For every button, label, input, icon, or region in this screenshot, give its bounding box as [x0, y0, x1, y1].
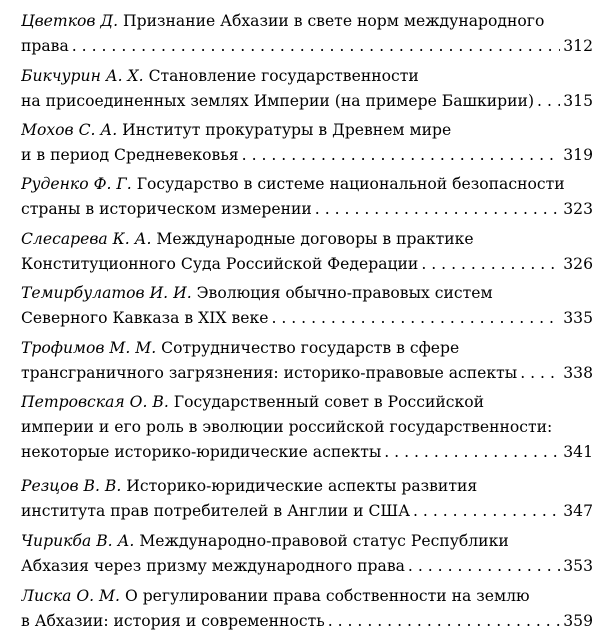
toc-entry-last-line [21, 554, 593, 579]
entry-title-line: Государственный совет в Российской [173, 393, 485, 411]
author-name: Темирбулатов И. И. [21, 284, 192, 302]
toc-entry-first-line [21, 172, 593, 197]
entry-title-line: империи и его роль в эволюции российской государственности: [21, 418, 553, 436]
dot-leader [328, 609, 561, 634]
page-number: 312 [563, 37, 593, 55]
toc-entry [21, 584, 593, 634]
toc-entry-middle-line [21, 415, 593, 440]
entry-title-line: Сотрудничество государств в сфере [161, 339, 460, 357]
dot-leader [413, 499, 560, 524]
entry-title-last: и в период Средневековья [21, 146, 239, 164]
toc-entry-last-line [21, 609, 593, 634]
toc-entry-last-line [21, 499, 593, 524]
page-number: 315 [563, 92, 593, 110]
entry-title-line: Международно-правовой статус Республики [139, 532, 509, 550]
author-name: Петровская О. В. [21, 393, 169, 411]
entry-title-last: трансграничного загрязнения: историко-правовые аспекты [21, 364, 518, 382]
toc-entry-first-line [21, 9, 593, 34]
toc-entry [21, 336, 593, 386]
dot-leader [315, 197, 560, 222]
author-name: Руденко Ф. Г. [21, 175, 132, 193]
author-name: Бикчурин А. Х. [21, 67, 144, 85]
author-name: Чирикба В. А. [21, 532, 135, 550]
page-number: 353 [563, 557, 593, 575]
toc-entry-first-line [21, 584, 593, 609]
dot-leader [537, 89, 560, 114]
table-of-contents [21, 9, 593, 630]
entry-title-last: в Абхазии: история и современность [21, 612, 325, 630]
entry-title-last: института прав потребителей в Англии и США [21, 502, 411, 520]
dot-leader [384, 440, 560, 465]
entry-title-last: Северного Кавказа в XIX веке [21, 309, 269, 327]
page-number: 319 [563, 146, 593, 164]
page-number: 335 [563, 309, 593, 327]
toc-entry [21, 118, 593, 168]
toc-entry [21, 9, 593, 59]
toc-entry [21, 172, 593, 222]
author-name: Трофимов М. М. [21, 339, 157, 357]
toc-entry-first-line [21, 118, 593, 143]
page-number: 341 [563, 443, 593, 461]
toc-entry-first-line [21, 336, 593, 361]
dot-leader [271, 306, 560, 331]
toc-entry-first-line [21, 529, 593, 554]
page-number: 338 [563, 364, 593, 382]
toc-entry [21, 529, 593, 579]
toc-entry-first-line [21, 390, 593, 415]
entry-title-line: О регулировании права собственности на землю [124, 587, 530, 605]
toc-entry [21, 281, 593, 331]
entry-title-last: страны в историческом измерении [21, 200, 312, 218]
toc-entry [21, 474, 593, 524]
toc-entry [21, 227, 593, 277]
dot-leader [408, 554, 560, 579]
toc-entry-first-line [21, 474, 593, 499]
dot-leader [72, 34, 560, 59]
page-number: 326 [563, 255, 593, 273]
toc-entry-last-line [21, 197, 593, 222]
page-number: 323 [563, 200, 593, 218]
entry-title-last: на присоединенных землях Империи (на примере Башкирии) [21, 92, 535, 110]
toc-entry-last-line [21, 440, 593, 465]
entry-title-line: Государство в системе национальной безопасности [136, 175, 565, 193]
entry-title-line: Международные договоры в практике [156, 230, 474, 248]
toc-entry-last-line [21, 361, 593, 386]
entry-title-line: Историко-юридические аспекты развития [126, 477, 478, 495]
toc-entry-last-line [21, 143, 593, 168]
dot-leader [242, 143, 561, 168]
entry-title-last: некоторые историко-юридические аспекты [21, 443, 382, 461]
author-name: Резцов В. В. [21, 477, 122, 495]
toc-entry [21, 64, 593, 114]
toc-entry-last-line [21, 252, 593, 277]
page-number: 359 [563, 612, 593, 630]
toc-entry [21, 390, 593, 465]
entry-title-last: Конституционного Суда Российской Федерации [21, 255, 419, 273]
toc-entry-first-line [21, 227, 593, 252]
author-name: Мохов С. А. [21, 121, 118, 139]
author-name: Цветков Д. [21, 12, 119, 30]
entry-title-line: Признание Абхазии в свете норм международного [123, 12, 545, 30]
toc-entry-last-line [21, 89, 593, 114]
author-name: Слесарева К. А. [21, 230, 152, 248]
entry-title-last: Абхазия через призму международного права [21, 557, 405, 575]
dot-leader [520, 361, 560, 386]
author-name: Лиска О. М. [21, 587, 120, 605]
toc-entry-last-line [21, 34, 593, 59]
toc-entry-first-line [21, 281, 593, 306]
toc-entry-last-line [21, 306, 593, 331]
entry-title-line: Эволюция обычно-правовых систем [196, 284, 493, 302]
page-number: 347 [563, 502, 593, 520]
toc-entry-first-line [21, 64, 593, 89]
dot-leader [421, 252, 560, 277]
entry-title-line: Институт прокуратуры в Древнем мире [122, 121, 452, 139]
entry-title-line: Становление государственности [148, 67, 419, 85]
entry-title-last: права [21, 37, 69, 55]
